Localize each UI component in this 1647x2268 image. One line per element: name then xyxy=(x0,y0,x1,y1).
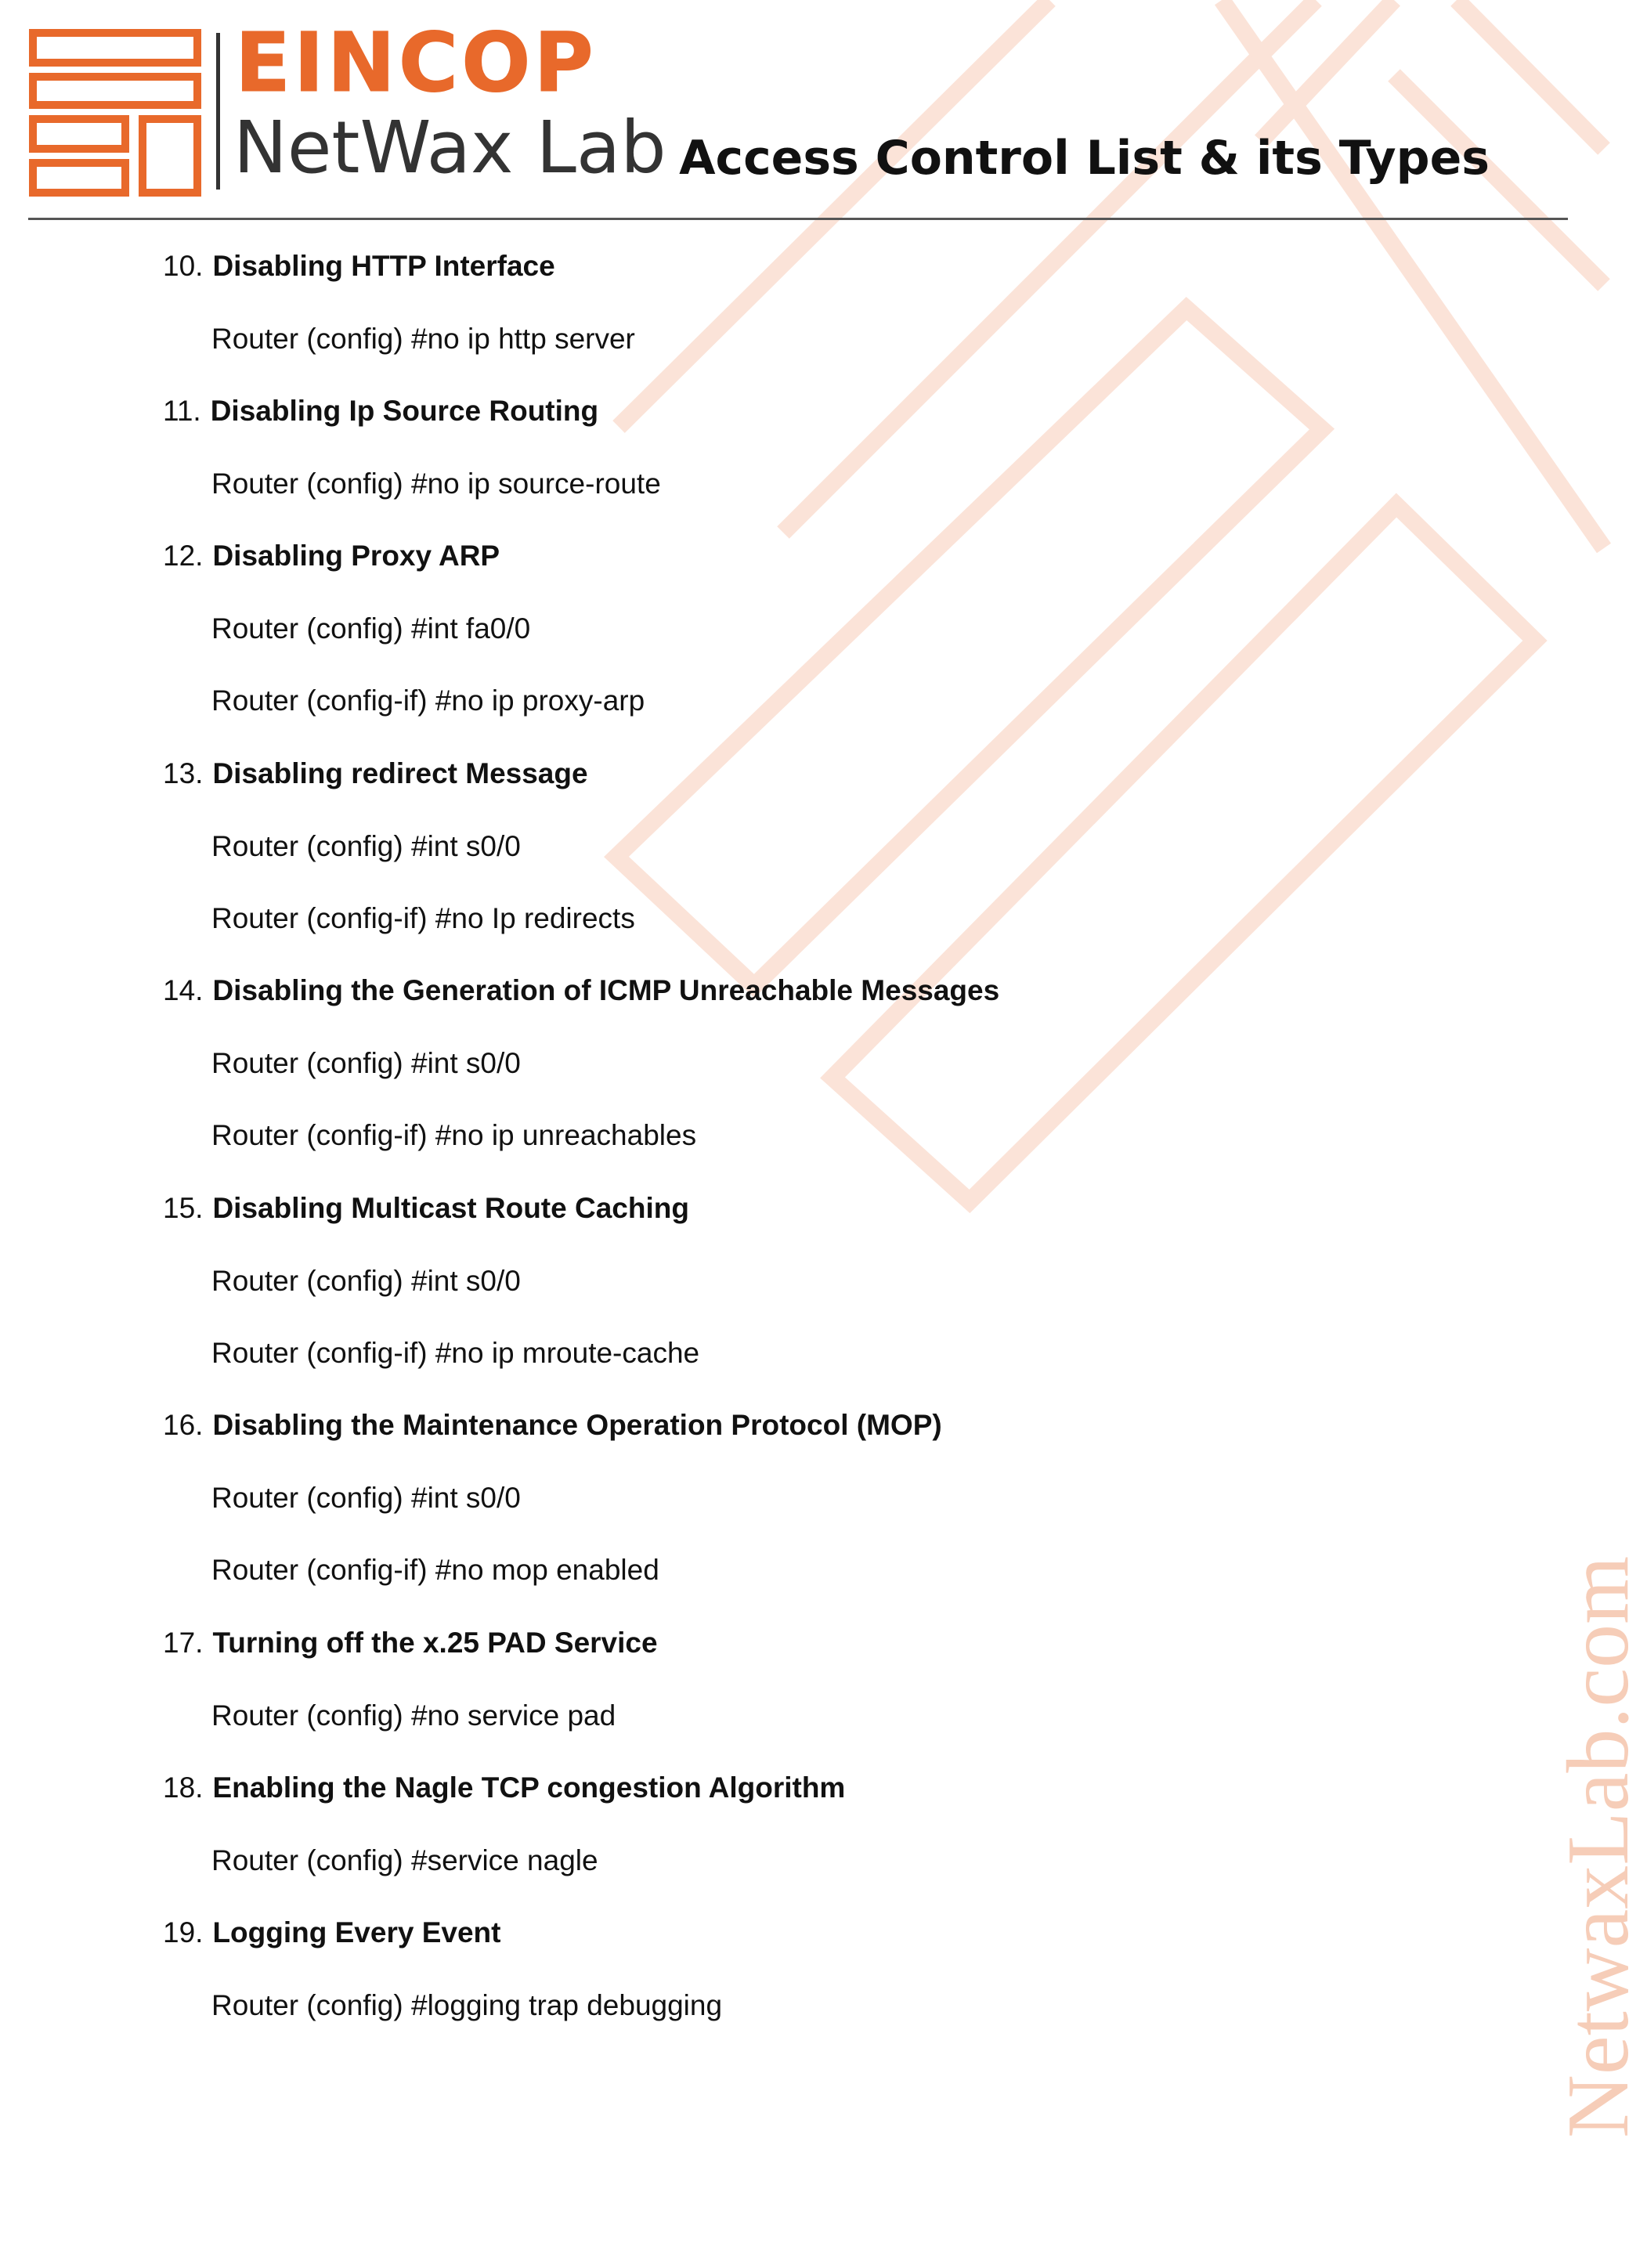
list-item xyxy=(163,1409,942,1586)
item-number: 19. xyxy=(163,1916,204,1948)
command-line: Router (config) #no ip http server xyxy=(211,323,635,355)
item-heading xyxy=(163,396,598,425)
command-line: Router (config-if) #no ip unreachables xyxy=(211,1119,697,1151)
item-number: 14. xyxy=(163,974,204,1006)
item-number: 12. xyxy=(163,540,204,572)
header-rule xyxy=(28,218,1568,220)
command-line: Router (config) #no ip source-route xyxy=(211,468,661,500)
item-heading xyxy=(163,541,500,570)
item-title: Turning off the x.25 PAD Service xyxy=(212,1627,658,1659)
item-number: 15. xyxy=(163,1192,204,1224)
list-item xyxy=(163,1192,700,1369)
item-title: Disabling Ip Source Routing xyxy=(210,395,599,427)
item-heading xyxy=(163,976,999,1005)
list-item xyxy=(163,1771,846,1876)
item-heading xyxy=(163,1628,658,1657)
list-item xyxy=(163,395,661,500)
eincop-logo-icon xyxy=(28,28,208,197)
command-line: Router (config) #int s0/0 xyxy=(211,1265,521,1297)
item-title: Disabling the Maintenance Operation Protocol (MOP) xyxy=(212,1409,942,1441)
item-title: Disabling redirect Message xyxy=(212,757,588,789)
item-title: Enabling the Nagle TCP congestion Algorithm xyxy=(212,1771,846,1804)
list-item xyxy=(163,757,635,934)
watermark-text: NetwaxLab.com xyxy=(1550,1555,1647,2138)
item-heading xyxy=(163,1918,500,1947)
item-title: Disabling the Generation of ICMP Unreachable Messages xyxy=(212,974,1000,1006)
item-heading xyxy=(163,759,588,788)
command-line: Router (config-if) #no Ip redirects xyxy=(211,902,635,934)
item-title: Disabling Proxy ARP xyxy=(212,540,500,572)
list-item xyxy=(163,1627,658,1732)
command-line: Router (config) #int s0/0 xyxy=(211,1482,521,1514)
brand-name: EINCOP xyxy=(235,15,597,110)
command-line: Router (config) #int s0/0 xyxy=(211,1047,521,1079)
item-title: Disabling Multicast Route Caching xyxy=(212,1192,689,1224)
list-item xyxy=(163,974,1000,1151)
list-item xyxy=(163,540,645,717)
item-heading xyxy=(163,1194,689,1222)
item-title: Disabling HTTP Interface xyxy=(212,250,555,282)
item-number: 13. xyxy=(163,757,204,789)
item-number: 11. xyxy=(163,395,201,427)
item-number: 18. xyxy=(163,1771,204,1804)
list-item xyxy=(163,250,635,355)
page-title: Access Control List & its Types xyxy=(679,131,1490,186)
command-line: Router (config) #int fa0/0 xyxy=(211,612,531,645)
list-item xyxy=(163,1916,723,2021)
command-line: Router (config) #no service pad xyxy=(211,1699,616,1732)
command-line: Router (config) #logging trap debugging xyxy=(211,1989,723,2021)
command-line: Router (config-if) #no mop enabled xyxy=(211,1554,659,1586)
item-heading xyxy=(163,251,555,280)
page-header xyxy=(0,0,1604,223)
item-number: 10. xyxy=(163,250,204,282)
command-line: Router (config-if) #no ip mroute-cache xyxy=(211,1337,700,1369)
item-heading xyxy=(163,1773,845,1802)
command-line: Router (config) #int s0/0 xyxy=(211,830,521,862)
item-number: 17. xyxy=(163,1627,204,1659)
item-number: 16. xyxy=(163,1409,204,1441)
item-heading xyxy=(163,1410,942,1439)
logo-divider xyxy=(216,33,220,190)
command-line: Router (config) #service nagle xyxy=(211,1844,598,1876)
command-line: Router (config-if) #no ip proxy-arp xyxy=(211,684,645,717)
brand-subtitle: NetWax Lab xyxy=(233,106,666,190)
item-title: Logging Every Event xyxy=(212,1916,501,1948)
